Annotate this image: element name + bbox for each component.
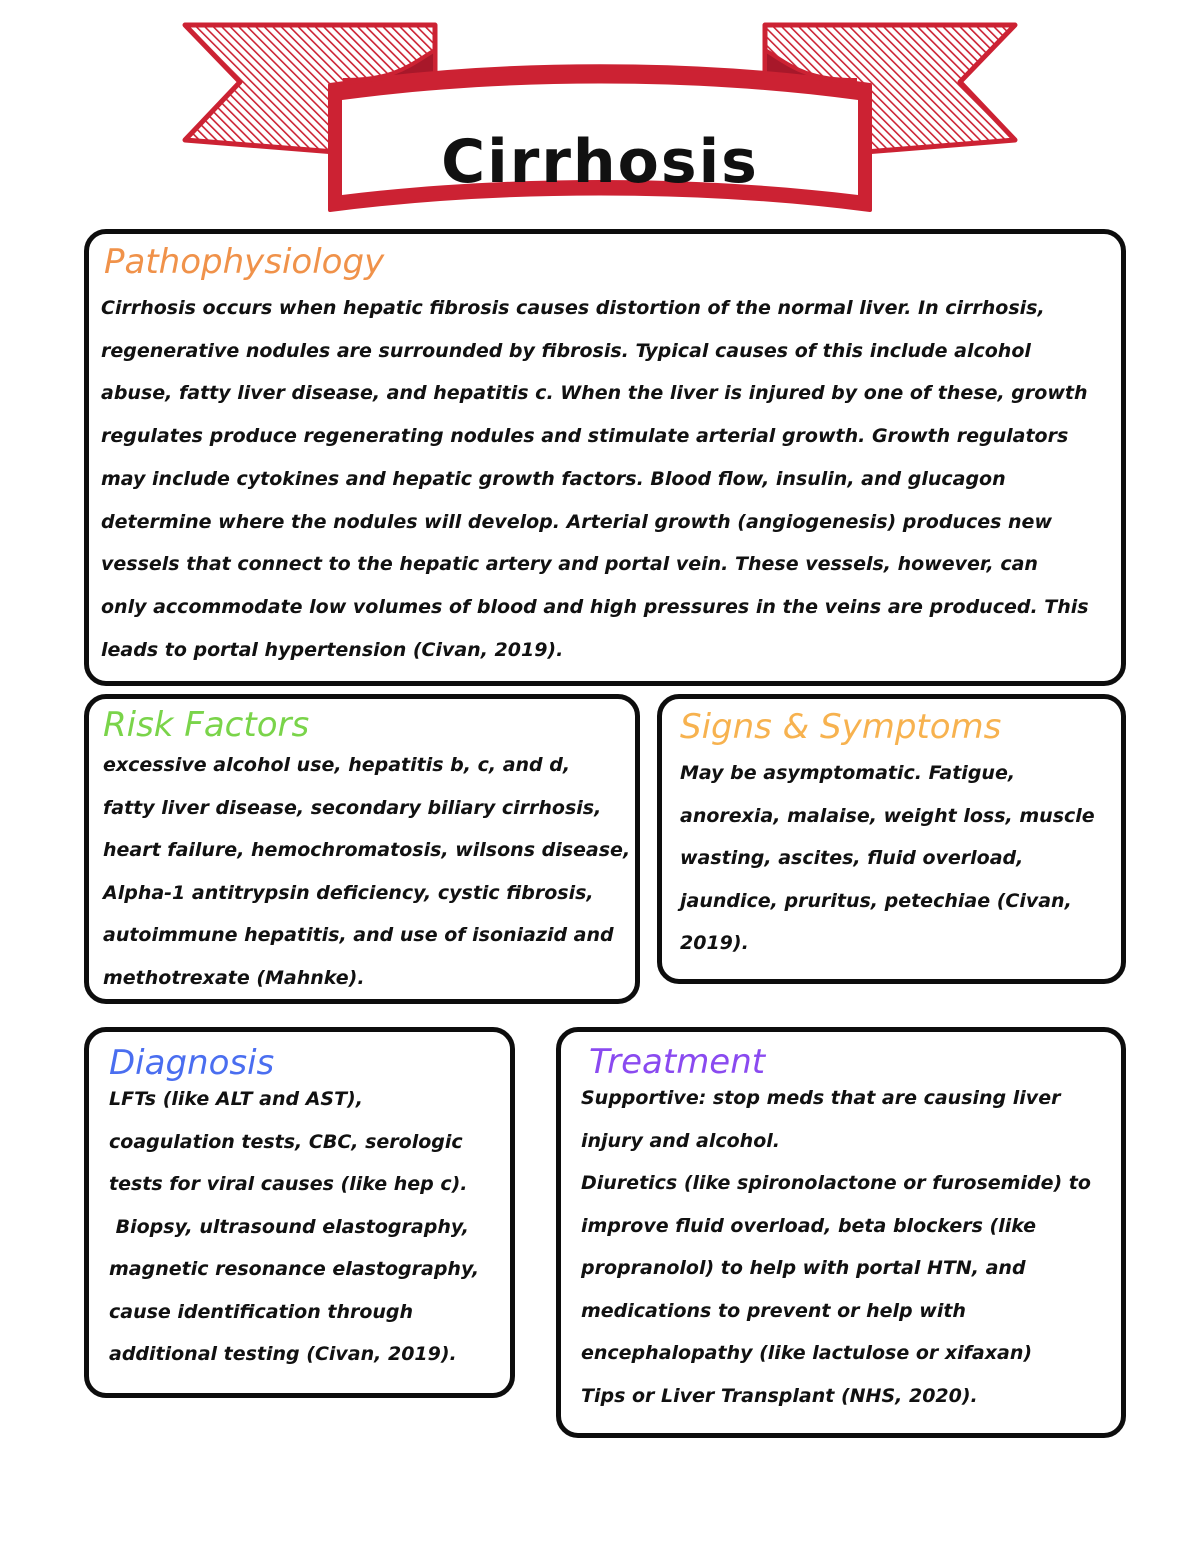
text-line: additional testing (Civan, 2019).: [109, 1343, 457, 1365]
risk-factors-card: [84, 694, 640, 1004]
text-line: heart failure, hemochromatosis, wilsons disease,: [103, 839, 631, 861]
text-line: anorexia, malaise, weight loss, muscle: [680, 804, 1095, 827]
text-line: Supportive: stop meds that are causing liver: [581, 1087, 1061, 1109]
text-line: abuse, fatty liver disease, and hepatitis c. When the liver is injured by one of these, growth: [101, 382, 1088, 405]
text-line: improve fluid overload, beta blockers (like: [581, 1214, 1037, 1237]
text-line: medications to prevent or help with: [581, 1299, 966, 1322]
text-line: May be asymptomatic. Fatigue,: [680, 762, 1016, 784]
text-line: jaundice, pruritus, petechiae (Civan,: [680, 889, 1072, 912]
diagnosis-card: [84, 1027, 515, 1398]
treatment-text: [581, 1077, 1091, 1417]
text-line: regulates produce regenerating nodules and stimulate arterial growth. Growth regulators: [101, 425, 1069, 448]
pathophysiology-text: [101, 287, 1089, 671]
text-line: Biopsy, ultrasound elastography,: [109, 1215, 469, 1238]
signs-symptoms-heading: Signs & Symptoms: [680, 707, 1002, 747]
text-line: autoimmune hepatitis, and use of isoniazid and: [103, 924, 614, 946]
text-line: Diuretics (like spironolactone or furosemide) to: [581, 1172, 1091, 1194]
diagnosis-text: [109, 1078, 479, 1376]
text-line: leads to portal hypertension (Civan, 2019).: [101, 638, 564, 661]
text-line: determine where the nodules will develop. Arterial growth (angiogenesis) produces new: [101, 510, 1052, 533]
diagnosis-heading: Diagnosis: [109, 1043, 275, 1083]
text-line: Cirrhosis occurs when hepatic fibrosis causes distortion of the normal liver. In cirrhosis,: [101, 297, 1045, 319]
text-line: 2019).: [680, 932, 749, 954]
text-line: wasting, ascites, fluid overload,: [680, 847, 1024, 869]
text-line: propranolol) to help with portal HTN, and: [581, 1257, 1026, 1279]
text-line: injury and alcohol.: [581, 1129, 780, 1152]
signs-symptoms-text: [680, 752, 1095, 965]
signs-symptoms-card: [657, 694, 1126, 984]
text-line: methotrexate (Mahnke).: [103, 966, 365, 989]
treatment-card: [556, 1027, 1126, 1438]
title-banner: [170, 10, 1030, 220]
pathophysiology-heading: Pathophysiology: [104, 242, 385, 282]
text-line: only accommodate low volumes of blood and high pressures in the veins are produced. This: [101, 595, 1089, 618]
text-line: regenerative nodules are surrounded by fibrosis. Typical causes of this include alcohol: [101, 339, 1031, 362]
risk-factors-heading: Risk Factors: [103, 705, 310, 745]
text-line: may include cytokines and hepatic growth factors. Blood flow, insulin, and glucagon: [101, 467, 1006, 490]
treatment-heading: Treatment: [589, 1042, 766, 1082]
pathophysiology-card: [84, 229, 1126, 686]
text-line: excessive alcohol use, hepatitis b, c, and d,: [103, 754, 571, 776]
text-line: Tips or Liver Transplant (NHS, 2020).: [581, 1384, 978, 1407]
text-line: Alpha-1 antitrypsin deficiency, cystic fibrosis,: [103, 881, 594, 904]
text-line: magnetic resonance elastography,: [109, 1258, 480, 1280]
text-line: vessels that connect to the hepatic artery and portal vein. These vessels, however, can: [101, 553, 1038, 576]
text-line: cause identification through: [109, 1300, 414, 1323]
text-line: LFTs (like ALT and AST),: [109, 1088, 363, 1110]
risk-factors-text: [103, 744, 630, 999]
page-title: Cirrhosis: [441, 127, 759, 197]
text-line: fatty liver disease, secondary biliary cirrhosis,: [103, 796, 602, 819]
text-line: coagulation tests, CBC, serologic: [109, 1130, 463, 1153]
text-line: encephalopathy (like lactulose or xifaxan): [581, 1342, 1033, 1364]
text-line: tests for viral causes (like hep c).: [109, 1173, 468, 1195]
